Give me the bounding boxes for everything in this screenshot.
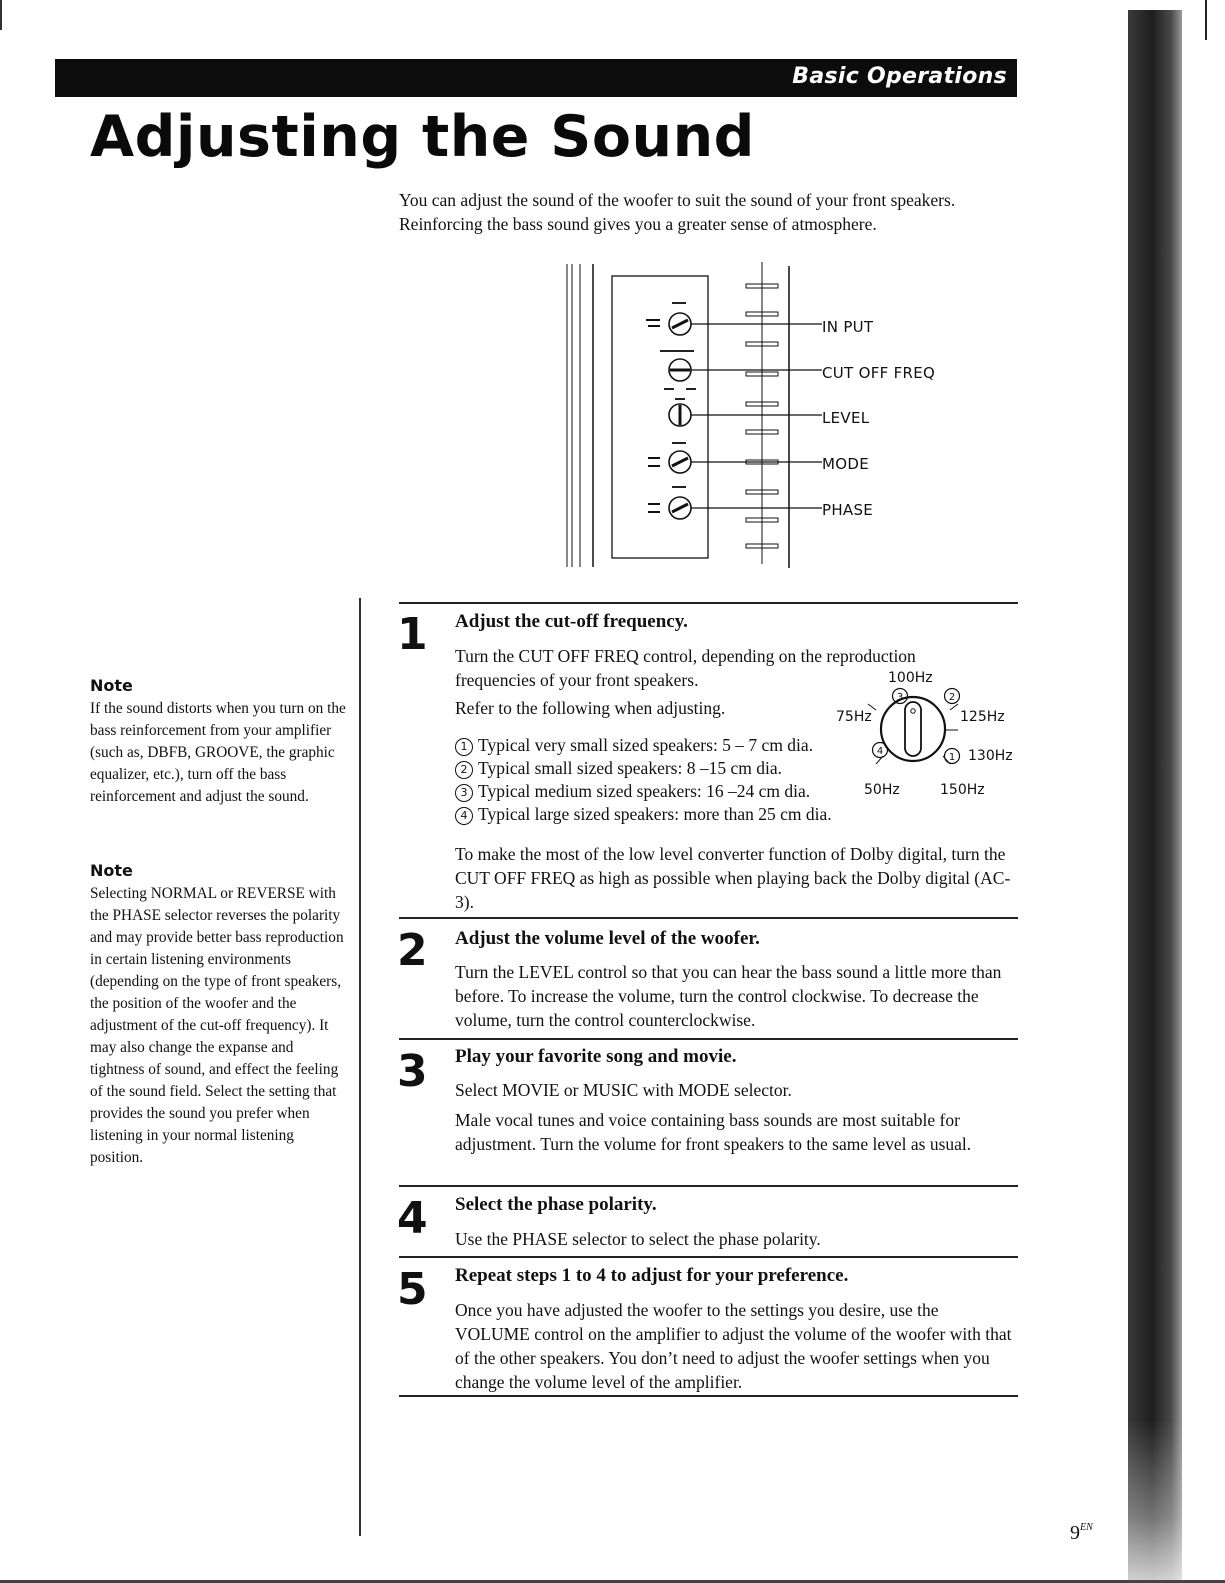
note-text: Selecting NORMAL or REVERSE with the PHASE selector reverses the polarity and may provide better bass reproduction in certain listening environments (depending on the type of front speakers, the position of the woofer and the adjustment of the cut-off frequency). It may also change the expanse and tightness of sound, and effect the feeling of the sound field. Select the setting that provides the sound you prefer when listening in your normal listening position. bbox=[90, 885, 344, 1166]
column-divider bbox=[359, 598, 361, 1536]
page-number: $9^{EN}$ bbox=[1070, 1522, 1093, 1544]
cut-off-freq-knob-diagram bbox=[828, 668, 1023, 808]
list-item: 4 Typical large sized speakers: more than 25 cm dia. bbox=[455, 803, 875, 826]
knob-mark: 4 bbox=[876, 746, 884, 757]
control-panel-illustration bbox=[560, 262, 822, 572]
diagram-label-cut-off-freq: CUT OFF FREQ bbox=[822, 364, 936, 382]
list-marker: 1 bbox=[455, 738, 473, 756]
language-suffix: EN bbox=[1080, 1522, 1093, 1533]
list-marker: 2 bbox=[455, 761, 473, 779]
freq-label-125hz: 125Hz bbox=[960, 709, 1005, 725]
step-divider bbox=[399, 1185, 1018, 1187]
knob-mark: 3 bbox=[896, 692, 904, 703]
freq-label-130hz: 130Hz bbox=[968, 748, 1013, 764]
step-body: Male vocal tunes and voice containing bass sounds are most suitable for adjustment. Turn the volume for front speakers to the same level as usual. bbox=[455, 1110, 972, 1154]
step-title: Adjust the cut-off frequency. bbox=[455, 611, 688, 632]
knob-dial-icon bbox=[828, 668, 1023, 808]
step-number: 4 bbox=[397, 1193, 428, 1244]
step-number: 1 bbox=[397, 609, 428, 660]
diagram-label-level: LEVEL bbox=[822, 409, 870, 427]
diagram-label-mode: MODE bbox=[822, 455, 869, 473]
note-heading: Note bbox=[90, 861, 133, 880]
step-body: Once you have adjusted the woofer to the settings you desire, use the VOLUME control on the amplifier to adjust the volume of the woofer with that of the other speakers. You don’t need to adjust the woofer settings when you change the volume level of the amplifier. bbox=[455, 1300, 1012, 1392]
diagram-label-input: IN PUT bbox=[822, 318, 874, 336]
step-body: Turn the CUT OFF FREQ control, depending on the reproduction frequencies of your front speakers. bbox=[455, 646, 916, 690]
step-body: To make the most of the low level converter function of Dolby digital, turn the CUT OFF FREQ as high as possible when playing back the Dolby digital (AC-3). bbox=[455, 844, 1011, 912]
page-title: Adjusting the Sound bbox=[90, 104, 755, 170]
list-marker: 3 bbox=[455, 784, 473, 802]
step-body: Select MOVIE or MUSIC with MODE selector. bbox=[455, 1080, 792, 1100]
freq-label-50hz: 50Hz bbox=[864, 782, 900, 798]
step-number: 3 bbox=[397, 1046, 428, 1097]
page-edge-shadow-fade bbox=[1128, 1420, 1182, 1583]
intro-paragraph: You can adjust the sound of the woofer to suit the sound of your front speakers. Reinforcing the bass sound gives you a greater sense of atmosphere. bbox=[399, 190, 956, 234]
freq-label-100hz: 100Hz bbox=[888, 670, 933, 686]
section-header-bar bbox=[55, 59, 1017, 97]
step-body: Turn the LEVEL control so that you can hear the bass sound a little more than before. To increase the volume, turn the control clockwise. To decrease the volume, turn the control counterclockwise. bbox=[455, 962, 1002, 1030]
step-title: Repeat steps 1 to 4 to adjust for your preference. bbox=[455, 1265, 849, 1286]
note-text: If the sound distorts when you turn on the bass reinforcement from your amplifier (such as, DBFB, GROOVE, the graphic equalizer, etc.), turn off the bass reinforcement and adjust the sound. bbox=[90, 700, 346, 805]
step-body: Refer to the following when adjusting. bbox=[455, 698, 726, 718]
list-marker: 4 bbox=[455, 807, 473, 825]
speaker-size-list bbox=[455, 734, 875, 826]
list-item: 2 Typical small sized speakers: 8 –15 cm dia. bbox=[455, 757, 875, 780]
page-edge-mark bbox=[1205, 0, 1207, 40]
list-item: 1 Typical very small sized speakers: 5 – 7 cm dia. bbox=[455, 734, 875, 757]
page-edge-shadow bbox=[1128, 10, 1182, 1583]
step-divider bbox=[399, 1395, 1018, 1397]
step-divider bbox=[399, 1256, 1018, 1258]
section-label: Basic Operations bbox=[792, 64, 1007, 89]
step-title: Play your favorite song and movie. bbox=[455, 1046, 737, 1067]
step-title: Adjust the volume level of the woofer. bbox=[455, 928, 760, 949]
step-divider bbox=[399, 602, 1018, 604]
knob-mark: 2 bbox=[948, 692, 956, 703]
step-divider bbox=[399, 1038, 1018, 1040]
control-panel-diagram bbox=[560, 262, 980, 572]
diagram-label-phase: PHASE bbox=[822, 501, 874, 519]
list-item: 3 Typical medium sized speakers: 16 –24 cm dia. bbox=[455, 780, 875, 803]
note-heading: Note bbox=[90, 676, 133, 695]
step-title: Select the phase polarity. bbox=[455, 1194, 657, 1215]
knob-mark: 1 bbox=[948, 752, 956, 763]
freq-label-75hz: 75Hz bbox=[836, 709, 872, 725]
step-number: 5 bbox=[397, 1264, 428, 1315]
freq-label-150hz: 150Hz bbox=[940, 782, 985, 798]
page-edge-mark bbox=[0, 0, 2, 30]
step-divider bbox=[399, 917, 1018, 919]
step-body: Use the PHASE selector to select the phase polarity. bbox=[455, 1229, 821, 1249]
step-number: 2 bbox=[397, 925, 428, 976]
